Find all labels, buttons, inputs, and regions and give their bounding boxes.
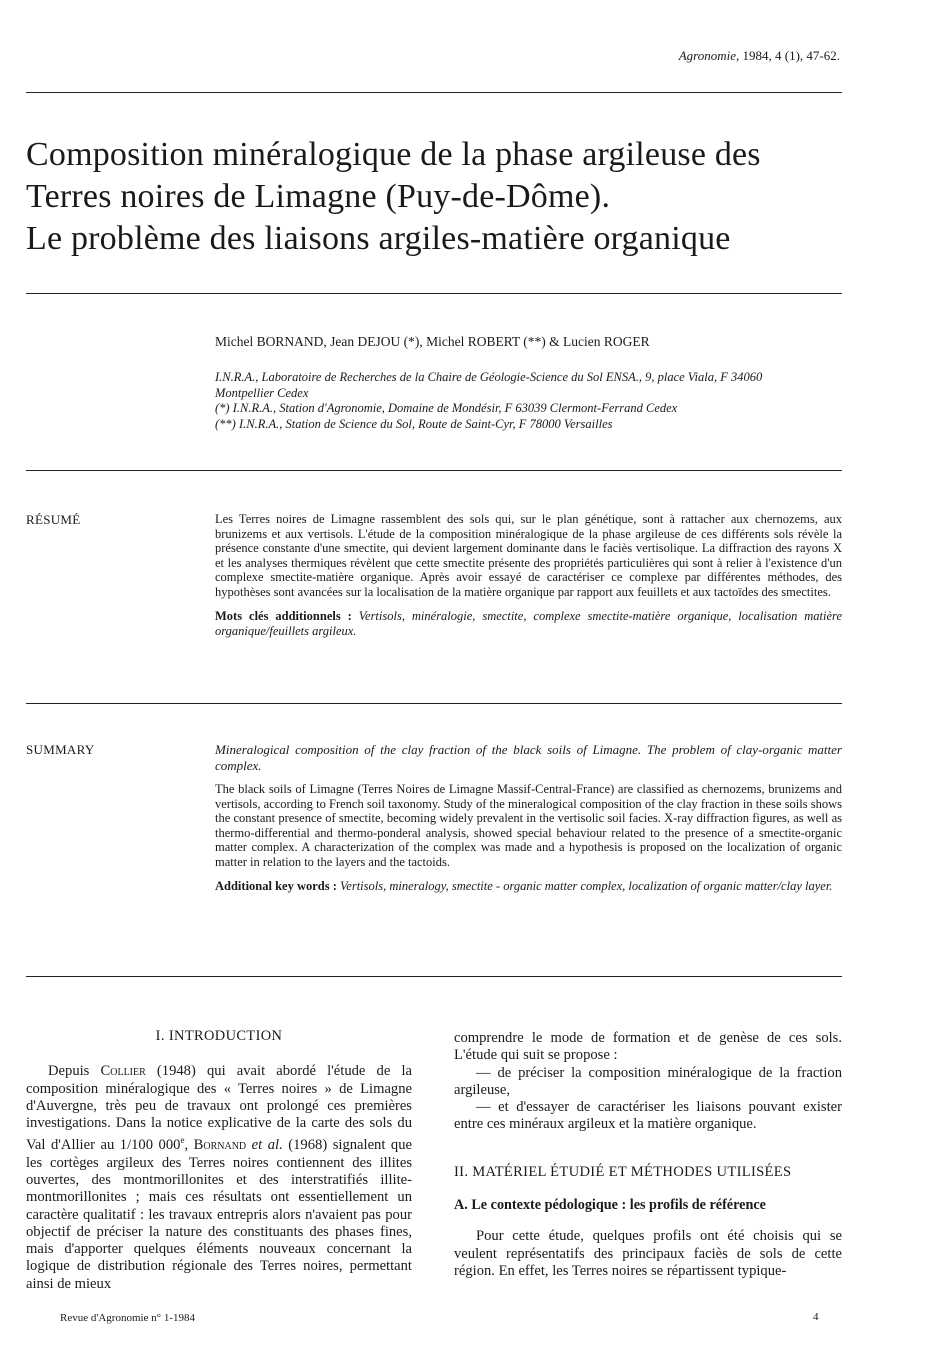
title-rule — [26, 293, 842, 294]
journal-name: Agronomie, — [678, 48, 740, 63]
summary-block — [215, 742, 842, 900]
intro-text-b: (1948) qui avait abordé l'étude de la composition minéralogique des « Terres noires » de Limagne d'Auvergne, très peu de travaux ont prolongé ces premières investigations. Dans la notice explicative de la carte des sols du Val d'Allier au 1/100 000 — [26, 1063, 412, 1154]
intro-text-d: (1968) signalent que les cortèges argileux des Terres noires contiennent des illites ouvertes, des montmorillonites et des interstratifiés illite-montmorillonites ; mais ces résultats ont essentiellement un caractère qualitatif : les travaux entrepris alors n'avaient pas pour objectif de préciser la nature des constituants des phases fines, mais d'apporter quelques éléments nouveaux concernant la logique de distribution régionale des Terres noires, permettant ainsi de mieux — [26, 1137, 413, 1292]
summary-text: The black soils of Limagne (Terres Noires de Limagne Massif-Central-France) are classified as chernozems, brunizems and vertisols, according to French soil taxonomy. Study of the mineralogical composition of the clay fraction in these soils shows the constant presence of smectite, becoming widely prevalent in the vertisolic soil facies. X-ray diffraction figures, as well as thermo-differential and thermo-ponderal analysis, showed special behaviour related to the presence of a smectite-organic matter complex. A characterization of the complex was made and a hypothesis is proposed on the localization of organic matter in relation to the layers and the tactoids. — [215, 782, 842, 869]
section-2a-heading: A. Le contexte pédologique : les profils de référence — [454, 1197, 766, 1214]
affiliation-1: I.N.R.A., Laboratoire de Recherches de la Chaire de Géologie-Science du Sol ENSA., 9, place Viala, F 34060 — [215, 370, 763, 384]
author-list: Michel BORNAND, Jean DEJOU (*), Michel ROBERT (**) & Lucien ROGER — [215, 334, 650, 349]
title-line-1: Composition minéralogique de la phase argileuse des — [26, 136, 761, 173]
resume-label: RÉSUMÉ — [26, 512, 81, 527]
introduction-continuation: comprendre le mode de formation et de genèse de ces sols. L'étude qui suit se propose : — [454, 1030, 842, 1064]
body-column-left — [26, 1028, 412, 1293]
affiliations — [215, 370, 855, 432]
footer-journal: Revue d'Agronomie n° 1-1984 — [60, 1312, 195, 1324]
summary-rule — [26, 976, 842, 977]
resume-keywords — [215, 609, 842, 638]
citation-bornand: Bornand — [193, 1137, 247, 1154]
summary-keywords — [215, 879, 842, 894]
resume-text: Les Terres noires de Limagne rassemblent des sols qui, sur le plan génétique, sont à rattacher aux chernozems, aux brunizems et aux vertisols. L'étude de la composition minéralogique de la phase argileuse de ces différents sols révèle la présence constante d'une smectite, qui devient largement dominante dans le faciès vertisolique. La diffraction des rayons X et les analyses thermiques révèlent que cette smectite présente des propriétés particulières qui sont à relier à l'existence d'un complexe smectite-matière organique. Après avoir essayé de caractériser ce complexe par différentes méthodes, des hypothèses sont avancées sur la localisation de la matière organique par rapport aux feuillets et aux tactoïdes des smectites. — [215, 512, 842, 599]
title-line-2: Terres noires de Limagne (Puy-de-Dôme). — [26, 178, 611, 215]
citation-et-al: et al. — [246, 1137, 283, 1154]
summary-keywords-text: Vertisols, mineralogy, smectite - organic matter complex, localization of organic matter/clay layer. — [340, 879, 833, 893]
resume-rule — [26, 703, 842, 704]
section-2-heading: II. MATÉRIEL ÉTUDIÉ ET MÉTHODES UTILISÉES — [454, 1163, 792, 1180]
introduction-heading: I. INTRODUCTION — [155, 1028, 283, 1044]
affiliation-3: (**) I.N.R.A., Station de Science du Sol, Route de Saint-Cyr, F 78000 Versailles — [215, 416, 613, 431]
header-rule — [26, 92, 842, 93]
resume-block — [215, 512, 842, 644]
resume-keywords-label: Mots clés additionnels : — [215, 609, 352, 623]
article-title — [26, 134, 886, 260]
intro-text-c: , — [184, 1137, 194, 1154]
intro-superscript: e — [180, 1135, 185, 1146]
objective-item-2: — et d'essayer de caractériser les liaisons pouvant exister entre ces minéraux argileux et la matière organique. — [454, 1099, 842, 1133]
summary-label: SUMMARY — [26, 742, 95, 757]
authors-rule — [26, 470, 842, 471]
body-column-right — [454, 1030, 842, 1280]
introduction-paragraph — [26, 1063, 412, 1293]
section-2a-paragraph: Pour cette étude, quelques profils ont été choisis qui se veulent représentatifs des principaux faciès de sols de cette région. En effet, les Terres noires se répartissent typique- — [454, 1228, 842, 1279]
journal-citation — [679, 48, 840, 64]
summary-keywords-label: Additional key words : — [215, 879, 337, 893]
resume-keywords-text: Vertisols, minéralogie, smectite, complexe smectite-matière organique, localisation matière organique/feuillets argileux. — [215, 609, 842, 638]
page-number: 4 — [813, 1311, 819, 1323]
citation-collier: Collier — [100, 1063, 146, 1080]
objective-item-1: — de préciser la composition minéralogique de la fraction argileuse, — [454, 1064, 842, 1098]
journal-volume: 1984, 4 (1), 47-62. — [742, 48, 840, 63]
affiliation-2: (*) I.N.R.A., Station d'Agronomie, Domaine de Mondésir, F 63039 Clermont-Ferrand Cedex — [215, 401, 678, 415]
summary-title: Mineralogical composition of the clay fraction of the black soils of Limagne. The problem of clay-organic matter complex. — [215, 742, 842, 773]
affiliation-1-city: Montpellier Cedex — [215, 385, 309, 400]
title-line-3: Le problème des liaisons argiles-matière organique — [26, 220, 731, 257]
intro-text-a: Depuis — [48, 1063, 101, 1080]
